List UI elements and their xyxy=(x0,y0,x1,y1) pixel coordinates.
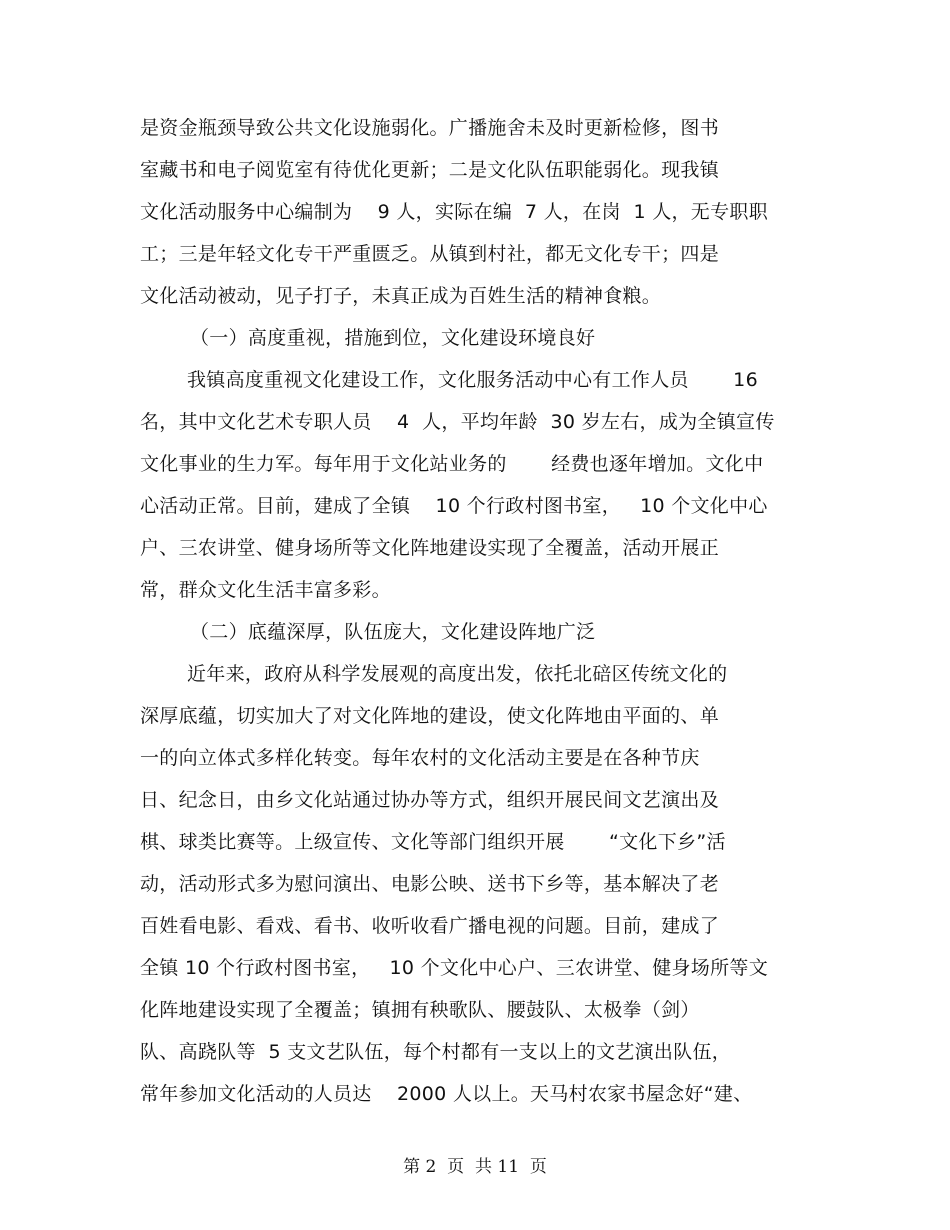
section-heading: （一）高度重视，措施到位，文化建设环境良好 xyxy=(190,327,596,349)
text-line: 我镇高度重视文化建设工作，文化服务活动中心有工作人员 16 xyxy=(187,369,758,391)
text-line: 日、纪念日，由乡文化站通过协办等方式，组织开展民间文艺演出及 xyxy=(140,789,720,811)
text-line: 棋、球类比赛等。上级宣传、文化等部门组织开展 “文化下乡”活 xyxy=(140,831,726,853)
text-line: 百姓看电影、看戏、看书、收听收看广播电视的问题。目前，建成了 xyxy=(140,915,720,937)
text-line: 是资金瓶颈导致公共文化设施弱化。广播施舍未及时更新检修，图书 xyxy=(140,117,720,139)
text-line: 文化事业的生力军。每年用于文化站业务的 经费也逐年增加。文化中 xyxy=(140,453,764,475)
text-line: 动，活动形式多为慰问演出、电影公映、送书下乡等，基本解决了老 xyxy=(140,873,720,895)
text-line: 工；三是年轻文化专干严重匮乏。从镇到村社，都无文化专干；四是 xyxy=(140,243,720,265)
text-line: 队、高跷队等 5 支文艺队伍，每个村都有一支以上的文艺演出队伍， xyxy=(140,1041,732,1063)
text-line: 深厚底蕴，切实加大了对文化阵地的建设，使文化阵地由平面的、单 xyxy=(140,705,720,727)
text-line: 心活动正常。目前，建成了全镇 10 个行政村图书室， 10 个文化中心 xyxy=(140,495,768,517)
text-line: 化阵地建设实现了全覆盖；镇拥有秧歌队、腰鼓队、太极拳（剑） xyxy=(140,999,700,1021)
text-line: 近年来，政府从科学发展观的高度出发，依托北碚区传统文化的 xyxy=(187,663,728,685)
text-line: 常年参加文化活动的人员达 2000 人以上。天马村农家书屋念好“建、 xyxy=(140,1083,753,1105)
text-line: 户、三农讲堂、健身场所等文化阵地建设实现了全覆盖，活动开展正 xyxy=(140,537,720,559)
text-line: 全镇 10 个行政村图书室， 10 个文化中心户、三农讲堂、健身场所等文 xyxy=(140,957,768,979)
text-line: 名，其中文化艺术专职人员 4 人，平均年龄 30 岁左右，成为全镇宣传 xyxy=(140,411,775,433)
section-heading: （二）底蕴深厚，队伍庞大，文化建设阵地广泛 xyxy=(190,621,596,643)
page-number-footer: 第 2 页 共 11 页 xyxy=(403,1157,547,1177)
text-line: 常，群众文化生活丰富多彩。 xyxy=(140,579,391,601)
text-line: 文化活动被动，见子打子，未真正成为百姓生活的精神食粮。 xyxy=(140,285,662,307)
text-line: 室藏书和电子阅览室有待优化更新；二是文化队伍职能弱化。现我镇 xyxy=(140,159,720,181)
text-line: 文化活动服务中心编制为 9 人，实际在编 7 人，在岗 1 人，无专职职 xyxy=(140,201,769,223)
text-line: 一的向立体式多样化转变。每年农村的文化活动主要是在各种节庆 xyxy=(140,747,700,769)
